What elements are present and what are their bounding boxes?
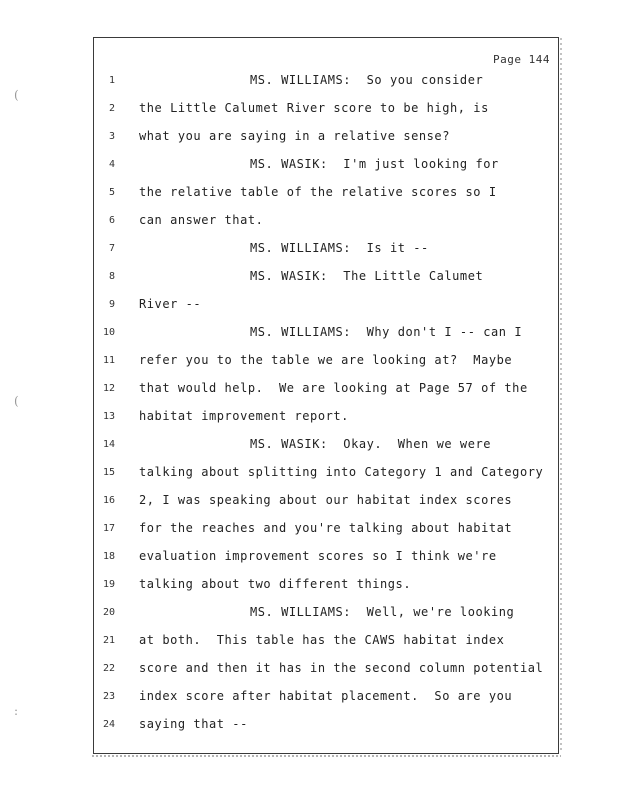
line-number: 11 [102, 355, 115, 366]
transcript-line: the relative table of the relative scores so I [139, 185, 497, 199]
transcript-line: MS. WILLIAMS: Why don't I -- can I [250, 325, 523, 339]
transcript-line: MS. WASIK: Okay. When we were [250, 437, 492, 451]
line-number: 6 [108, 215, 115, 226]
transcript-line: the Little Calumet River score to be high, is [139, 101, 489, 115]
transcript-line: MS. WILLIAMS: Is it -- [250, 241, 429, 255]
transcript-line: what you are saying in a relative sense? [139, 129, 450, 143]
transcript-page [93, 37, 559, 754]
transcript-line: MS. WASIK: The Little Calumet [250, 269, 484, 283]
line-number: 18 [102, 551, 115, 562]
line-number: 8 [108, 271, 115, 282]
line-number: 19 [102, 579, 115, 590]
transcript-line: refer you to the table we are looking at? Maybe [139, 353, 513, 367]
line-number: 21 [102, 635, 115, 646]
margin-mark: ( [14, 88, 19, 102]
transcript-line: MS. WILLIAMS: Well, we're looking [250, 605, 515, 619]
page-number: Page 144 [493, 53, 550, 66]
line-number: 23 [102, 691, 115, 702]
line-number: 7 [108, 243, 115, 254]
line-number: 16 [102, 495, 115, 506]
line-number: 2 [108, 103, 115, 114]
line-number: 24 [102, 719, 115, 730]
transcript-line: MS. WILLIAMS: So you consider [250, 73, 484, 87]
transcript-line: evaluation improvement scores so I think we're [139, 549, 497, 563]
line-number: 1 [108, 75, 115, 86]
margin-mark: ( [14, 394, 19, 408]
line-number: 5 [108, 187, 115, 198]
transcript-line: talking about two different things. [139, 577, 412, 591]
transcript-line: index score after habitat placement. So are you [139, 689, 513, 703]
line-number: 12 [102, 383, 115, 394]
transcript-line: can answer that. [139, 213, 264, 227]
line-number: 9 [108, 299, 115, 310]
transcript-line: score and then it has in the second column potential [139, 661, 544, 675]
line-number: 3 [108, 131, 115, 142]
transcript-line: River -- [139, 297, 202, 311]
transcript-line: for the reaches and you're talking about habitat [139, 521, 513, 535]
line-number: 13 [102, 411, 115, 422]
transcript-line: 2, I was speaking about our habitat index scores [139, 493, 513, 507]
line-number: 10 [102, 327, 115, 338]
line-number: 22 [102, 663, 115, 674]
line-number: 15 [102, 467, 115, 478]
line-number: 17 [102, 523, 115, 534]
line-number: 20 [102, 607, 115, 618]
line-number: 4 [108, 159, 115, 170]
transcript-line: that would help. We are looking at Page 57 of the [139, 381, 528, 395]
line-number: 14 [102, 439, 115, 450]
transcript-line: at both. This table has the CAWS habitat index [139, 633, 505, 647]
transcript-line: saying that -- [139, 717, 248, 731]
margin-mark: : [14, 704, 19, 718]
transcript-line: habitat improvement report. [139, 409, 349, 423]
transcript-line: MS. WASIK: I'm just looking for [250, 157, 499, 171]
transcript-line: talking about splitting into Category 1 and Category [139, 465, 544, 479]
